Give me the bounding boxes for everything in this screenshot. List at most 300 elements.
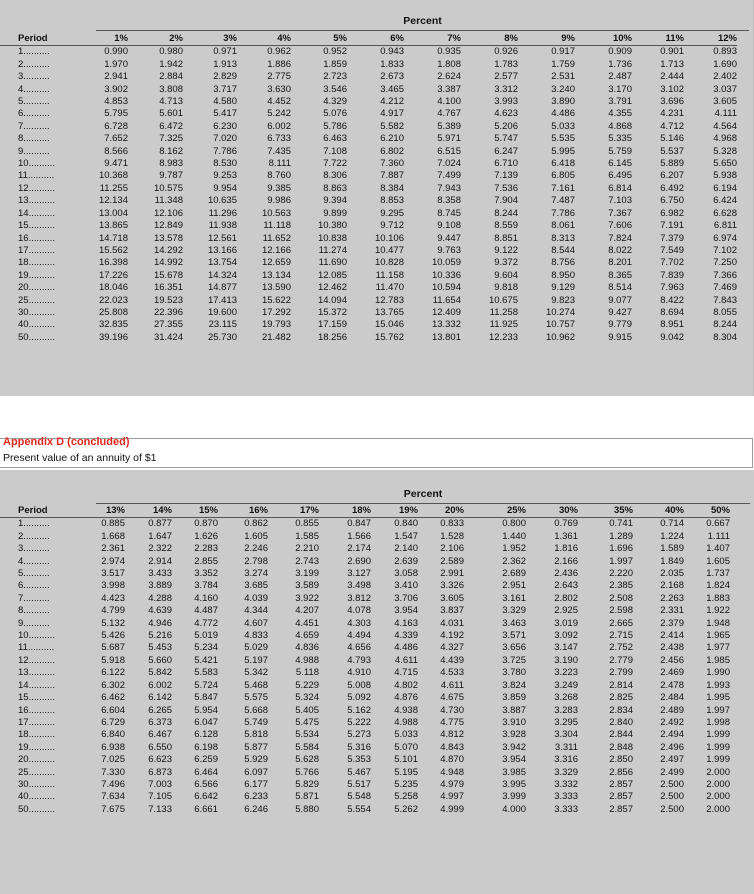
value-cell: 3.352: [194, 568, 218, 580]
value-cell: 3.249: [554, 679, 578, 691]
value-cell: 5.889: [660, 158, 684, 170]
value-cell: 4.207: [295, 605, 319, 617]
value-cell: 0.847: [347, 518, 371, 530]
value-cell: 3.837: [440, 605, 464, 617]
value-cell: 3.887: [502, 704, 526, 716]
value-cell: 6.177: [244, 778, 268, 790]
period-cell: 5..........: [18, 568, 50, 580]
value-cell: 2.974: [101, 555, 125, 567]
value-cell: 11.654: [432, 294, 461, 306]
value-cell: 5.019: [194, 630, 218, 642]
value-cell: 8.111: [268, 158, 291, 170]
value-cell: 4.192: [440, 630, 464, 642]
value-cell: 0.901: [660, 46, 684, 58]
value-cell: 7.786: [551, 207, 575, 219]
value-cell: 3.333: [554, 803, 578, 815]
value-cell: 5.847: [194, 692, 218, 704]
period-cell: 30..........: [18, 778, 55, 790]
header-row: [0, 505, 730, 518]
value-cell: 8.365: [608, 269, 632, 281]
value-cell: 14.718: [98, 232, 128, 244]
value-cell: 12.561: [207, 232, 237, 244]
value-cell: 5.880: [295, 803, 319, 815]
value-cell: 1.999: [706, 729, 730, 741]
value-cell: 3.304: [554, 729, 578, 741]
value-cell: 7.161: [551, 182, 575, 194]
value-cell: 5.453: [148, 642, 172, 654]
value-cell: 4.533: [440, 667, 464, 679]
value-cell: 8.851: [494, 232, 518, 244]
period-cell: 3..........: [18, 543, 50, 555]
value-cell: 17.413: [207, 294, 237, 306]
value-cell: 4.329: [323, 96, 347, 108]
value-cell: 5.353: [347, 754, 371, 766]
value-cell: 3.329: [502, 605, 526, 617]
rate-column-header: 25%: [464, 505, 526, 518]
value-cell: 7.652: [104, 133, 128, 145]
value-cell: 1.783: [494, 58, 518, 70]
table-row: [0, 655, 730, 667]
value-cell: 6.142: [148, 692, 172, 704]
value-cell: 8.313: [551, 232, 575, 244]
value-cell: 5.258: [394, 791, 418, 803]
value-cell: 5.749: [244, 716, 268, 728]
value-cell: 5.092: [347, 692, 371, 704]
value-cell: 5.101: [394, 754, 418, 766]
value-cell: 1.965: [706, 630, 730, 642]
value-cell: 4.100: [437, 96, 461, 108]
value-cell: 2.884: [159, 71, 183, 83]
value-cell: 13.004: [98, 207, 128, 219]
value-cell: 6.728: [104, 120, 128, 132]
annuity-table-bottom-panel: [0, 470, 754, 894]
value-cell: 5.118: [295, 667, 319, 679]
value-cell: 31.424: [153, 331, 183, 343]
value-cell: 5.008: [347, 679, 371, 691]
value-cell: 3.696: [660, 96, 684, 108]
value-cell: 5.795: [104, 108, 128, 120]
value-cell: 0.885: [101, 518, 125, 530]
value-cell: 4.802: [394, 679, 418, 691]
period-cell: 20..........: [18, 754, 55, 766]
period-cell: 4..........: [18, 83, 50, 95]
value-cell: 13.134: [261, 269, 291, 281]
period-column-header: Period: [0, 505, 92, 518]
value-cell: 3.910: [502, 716, 526, 728]
value-cell: 2.857: [609, 803, 633, 815]
value-cell: 5.829: [295, 778, 319, 790]
value-cell: 8.760: [267, 170, 291, 182]
value-cell: 4.303: [347, 617, 371, 629]
percent-header-rule: [96, 30, 749, 31]
value-cell: 4.712: [660, 120, 684, 132]
value-cell: 3.295: [554, 716, 578, 728]
value-cell: 2.331: [660, 605, 684, 617]
value-cell: 8.358: [437, 195, 461, 207]
value-cell: 6.233: [244, 791, 268, 803]
value-cell: 0.952: [323, 46, 347, 58]
value-cell: 1.942: [159, 58, 183, 70]
table-row: [0, 220, 737, 232]
value-cell: 5.929: [244, 754, 268, 766]
value-cell: 9.394: [323, 195, 347, 207]
value-cell: 1.605: [706, 555, 730, 567]
value-cell: 1.547: [394, 530, 418, 542]
value-cell: 8.756: [551, 257, 575, 269]
value-cell: 8.422: [660, 294, 684, 306]
value-cell: 3.928: [502, 729, 526, 741]
value-cell: 1.737: [706, 568, 730, 580]
value-cell: 2.802: [554, 592, 578, 604]
value-cell: 3.685: [244, 580, 268, 592]
value-cell: 1.977: [706, 642, 730, 654]
value-cell: 2.174: [347, 543, 371, 555]
value-cell: 12.166: [261, 244, 291, 256]
table-row: [0, 779, 730, 791]
table-row: [0, 742, 730, 754]
value-cell: 11.690: [318, 257, 347, 269]
value-cell: 5.995: [551, 145, 575, 157]
value-cell: 4.163: [394, 617, 418, 629]
value-cell: 12.233: [488, 331, 518, 343]
value-cell: 2.829: [213, 71, 237, 83]
value-cell: 1.990: [706, 667, 730, 679]
value-cell: 5.766: [295, 766, 319, 778]
value-cell: 6.210: [380, 133, 404, 145]
value-cell: 9.372: [494, 257, 518, 269]
value-cell: 14.094: [317, 294, 347, 306]
value-cell: 11.258: [489, 306, 518, 318]
value-cell: 9.108: [437, 220, 461, 232]
period-cell: 13..........: [18, 195, 55, 207]
value-cell: 5.405: [295, 704, 319, 716]
value-cell: 4.439: [440, 654, 464, 666]
value-cell: 3.808: [159, 83, 183, 95]
value-cell: 6.750: [660, 195, 684, 207]
value-cell: 3.433: [148, 568, 172, 580]
value-cell: 1.647: [148, 530, 172, 542]
value-cell: 5.584: [295, 741, 319, 753]
table-row: [0, 307, 737, 319]
value-cell: 5.938: [713, 170, 737, 182]
value-cell: 3.019: [554, 617, 578, 629]
value-cell: 4.452: [267, 96, 291, 108]
value-cell: 7.904: [494, 195, 518, 207]
value-cell: 3.498: [347, 580, 371, 592]
value-cell: 12.409: [431, 306, 461, 318]
value-cell: 5.475: [295, 716, 319, 728]
value-cell: 2.489: [660, 704, 684, 716]
value-cell: 10.059: [431, 257, 461, 269]
value-cell: 1.440: [502, 530, 526, 542]
value-cell: 2.673: [380, 71, 404, 83]
table-row: [0, 605, 730, 617]
value-cell: 6.247: [494, 145, 518, 157]
value-cell: 3.589: [295, 580, 319, 592]
value-cell: 3.058: [394, 568, 418, 580]
value-cell: 1.589: [660, 543, 684, 555]
value-cell: 17.292: [261, 306, 291, 318]
value-cell: 2.322: [148, 543, 172, 555]
value-cell: 7.366: [713, 269, 737, 281]
value-cell: 6.462: [101, 692, 125, 704]
value-cell: 3.890: [551, 96, 575, 108]
value-cell: 5.842: [148, 667, 172, 679]
value-cell: 4.730: [440, 704, 464, 716]
value-cell: 13.166: [207, 244, 237, 256]
value-cell: 1.997: [706, 704, 730, 716]
value-cell: 6.974: [713, 232, 737, 244]
value-cell: 1.849: [660, 555, 684, 567]
value-cell: 4.910: [347, 667, 371, 679]
value-cell: 0.862: [244, 518, 268, 530]
value-cell: 5.818: [244, 729, 268, 741]
value-cell: 5.197: [244, 654, 268, 666]
value-cell: 1.528: [440, 530, 464, 542]
value-cell: 3.223: [554, 667, 578, 679]
value-cell: 7.549: [660, 244, 684, 256]
value-cell: 7.843: [713, 294, 737, 306]
value-cell: 14.992: [153, 257, 183, 269]
value-cell: 8.384: [380, 182, 404, 194]
value-cell: 4.979: [440, 778, 464, 790]
value-cell: 2.951: [502, 580, 526, 592]
table-row: [0, 108, 737, 120]
period-cell: 17..........: [18, 244, 55, 256]
period-cell: 11..........: [18, 642, 55, 654]
value-cell: 6.207: [660, 170, 684, 182]
value-cell: 4.486: [551, 108, 575, 120]
value-cell: 1.566: [347, 530, 371, 542]
value-cell: 3.312: [494, 83, 518, 95]
value-cell: 2.379: [660, 617, 684, 629]
rate-column-header: 30%: [526, 505, 578, 518]
value-cell: 4.611: [394, 654, 418, 666]
value-cell: 10.757: [545, 319, 575, 331]
value-cell: 4.946: [148, 617, 172, 629]
value-cell: 2.857: [609, 778, 633, 790]
table-row: [0, 121, 737, 133]
period-cell: 9..........: [18, 617, 50, 629]
value-cell: 7.102: [713, 244, 737, 256]
value-cell: 3.092: [554, 630, 578, 642]
value-cell: 1.289: [609, 530, 633, 542]
value-cell: 6.840: [101, 729, 125, 741]
value-cell: 2.914: [148, 555, 172, 567]
value-cell: 2.857: [609, 791, 633, 803]
value-cell: 23.115: [208, 319, 237, 331]
value-cell: 3.812: [347, 592, 371, 604]
value-cell: 2.035: [660, 568, 684, 580]
value-cell: 8.306: [323, 170, 347, 182]
table-row: [0, 133, 737, 145]
period-cell: 5..........: [18, 96, 50, 108]
value-cell: 2.444: [660, 71, 684, 83]
value-cell: 2.000: [706, 766, 730, 778]
value-cell: 19.793: [261, 319, 291, 331]
table-row: [0, 170, 737, 182]
appendix-title: Appendix D (concluded): [3, 436, 130, 448]
value-cell: 2.925: [554, 605, 578, 617]
value-cell: 2.168: [660, 580, 684, 592]
value-cell: 5.316: [347, 741, 371, 753]
value-cell: 2.665: [609, 617, 633, 629]
value-cell: 7.133: [148, 803, 172, 815]
value-cell: 6.642: [194, 791, 218, 803]
period-cell: 6..........: [18, 108, 50, 120]
value-cell: 5.871: [295, 791, 319, 803]
value-cell: 8.951: [660, 319, 684, 331]
value-cell: 1.759: [551, 58, 575, 70]
value-cell: 2.140: [394, 543, 418, 555]
value-cell: 9.129: [551, 282, 575, 294]
value-cell: 4.968: [713, 133, 737, 145]
value-cell: 2.639: [394, 555, 418, 567]
value-cell: 3.824: [502, 679, 526, 691]
value-cell: 6.604: [101, 704, 125, 716]
value-cell: 4.799: [101, 605, 125, 617]
period-cell: 10..........: [18, 158, 55, 170]
value-cell: 12.659: [261, 257, 291, 269]
value-cell: 2.492: [660, 716, 684, 728]
value-cell: 1.970: [104, 58, 128, 70]
value-cell: 6.982: [660, 207, 684, 219]
value-cell: 7.325: [159, 133, 183, 145]
value-cell: 6.097: [244, 766, 268, 778]
value-cell: 11.158: [375, 269, 404, 281]
value-cell: 8.244: [494, 207, 518, 219]
value-cell: 2.166: [554, 555, 578, 567]
value-cell: 11.938: [208, 220, 237, 232]
value-cell: 1.883: [706, 592, 730, 604]
value-cell: 5.517: [347, 778, 371, 790]
value-cell: 4.948: [440, 766, 464, 778]
value-cell: 4.288: [148, 592, 172, 604]
value-cell: 3.784: [194, 580, 218, 592]
value-cell: 1.993: [706, 679, 730, 691]
value-cell: 25.730: [207, 331, 237, 343]
value-cell: 4.212: [380, 96, 404, 108]
value-cell: 8.694: [660, 306, 684, 318]
value-cell: 3.332: [554, 778, 578, 790]
value-cell: 1.696: [609, 543, 633, 555]
value-cell: 10.838: [317, 232, 347, 244]
value-cell: 9.471: [104, 158, 128, 170]
value-cell: 10.828: [374, 257, 404, 269]
value-cell: 5.628: [295, 754, 319, 766]
value-cell: 2.220: [609, 568, 633, 580]
rate-column-header: 16%: [218, 505, 268, 518]
percent-header: Percent: [403, 15, 442, 27]
value-cell: 4.999: [440, 803, 464, 815]
value-cell: 1.998: [706, 716, 730, 728]
value-cell: 11.348: [154, 195, 183, 207]
value-cell: 6.464: [194, 766, 218, 778]
value-cell: 1.668: [101, 530, 125, 542]
value-cell: 2.484: [660, 692, 684, 704]
value-cell: 6.002: [148, 679, 172, 691]
value-cell: 32.835: [98, 319, 128, 331]
period-cell: 18..........: [18, 257, 55, 269]
value-cell: 0.980: [159, 46, 183, 58]
value-cell: 1.224: [660, 530, 684, 542]
table-row: [0, 767, 730, 779]
value-cell: 6.145: [608, 158, 632, 170]
value-cell: 11.296: [208, 207, 237, 219]
value-cell: 1.922: [706, 605, 730, 617]
period-cell: 19..........: [18, 269, 55, 281]
table-row: [0, 729, 730, 741]
value-cell: 3.170: [608, 83, 632, 95]
value-cell: 17.226: [98, 269, 128, 281]
value-cell: 3.889: [148, 580, 172, 592]
value-cell: 3.605: [440, 592, 464, 604]
value-cell: 4.611: [440, 679, 464, 691]
value-cell: 6.418: [551, 158, 575, 170]
value-cell: 25.808: [98, 306, 128, 318]
value-cell: 0.935: [437, 46, 461, 58]
value-cell: 9.915: [608, 331, 632, 343]
value-cell: 3.706: [394, 592, 418, 604]
value-cell: 6.302: [101, 679, 125, 691]
period-cell: 1..........: [18, 518, 50, 530]
value-cell: 2.362: [502, 555, 526, 567]
value-cell: 3.147: [554, 642, 578, 654]
value-cell: 0.741: [609, 518, 633, 530]
value-cell: 12.783: [374, 294, 404, 306]
value-cell: 4.812: [440, 729, 464, 741]
period-cell: 9..........: [18, 145, 50, 157]
value-cell: 3.465: [380, 83, 404, 95]
value-cell: 11.652: [262, 232, 291, 244]
value-cell: 4.486: [394, 642, 418, 654]
value-cell: 2.106: [440, 543, 464, 555]
period-cell: 10..........: [18, 630, 55, 642]
rate-column-header: 3%: [183, 33, 237, 46]
period-cell: 40..........: [18, 319, 55, 331]
value-cell: 8.162: [159, 145, 183, 157]
value-cell: 3.995: [502, 778, 526, 790]
value-cell: 7.250: [713, 257, 737, 269]
value-cell: 15.372: [317, 306, 347, 318]
value-cell: 4.355: [608, 108, 632, 120]
value-cell: 1.736: [608, 58, 632, 70]
value-cell: 2.000: [706, 778, 730, 790]
value-cell: 7.330: [101, 766, 125, 778]
value-cell: 1.407: [706, 543, 730, 555]
value-cell: 8.061: [551, 220, 575, 232]
value-cell: 3.283: [554, 704, 578, 716]
value-cell: 7.702: [660, 257, 684, 269]
value-cell: 4.675: [440, 692, 464, 704]
value-cell: 1.833: [380, 58, 404, 70]
value-cell: 4.639: [148, 605, 172, 617]
value-cell: 3.791: [608, 96, 632, 108]
rate-column-header: 6%: [347, 33, 404, 46]
value-cell: 7.839: [660, 269, 684, 281]
value-cell: 10.477: [374, 244, 404, 256]
table-row: [0, 319, 737, 331]
table-row: [0, 84, 737, 96]
value-cell: 6.805: [551, 170, 575, 182]
value-cell: 14.324: [207, 269, 237, 281]
value-cell: 7.943: [437, 182, 461, 194]
value-cell: 8.304: [713, 331, 737, 343]
value-cell: 8.514: [608, 282, 632, 294]
value-cell: 3.998: [101, 580, 125, 592]
table-row: [0, 183, 737, 195]
value-cell: 2.844: [609, 729, 633, 741]
